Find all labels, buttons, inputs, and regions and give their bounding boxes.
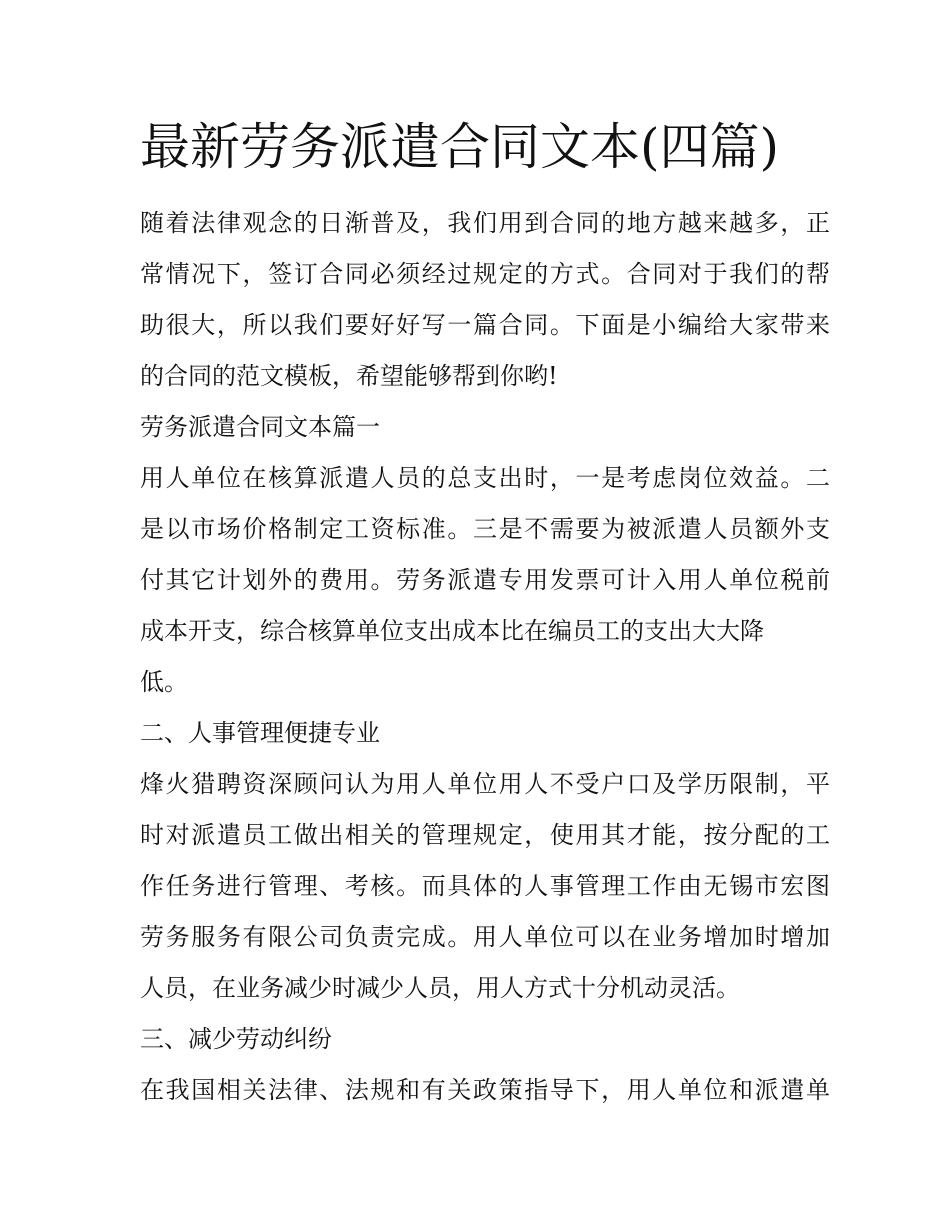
text-line: 劳务服务有限公司负责完成。用人单位可以在业务增加时增加 [140, 923, 830, 951]
text-line: 助很大，所以我们要好好写一篇合同。下面是小编给大家带来 [140, 311, 830, 339]
text-line: 的合同的范文模板，希望能够帮到你哟! [140, 362, 558, 390]
text-line: 成本开支，综合核算单位支出成本比在编员工的支出大大降 [140, 617, 764, 645]
text-line: 二、人事管理便捷专业 [140, 719, 380, 747]
text-line: 常情况下，签订合同必须经过规定的方式。合同对于我们的帮 [140, 260, 830, 288]
document-body [140, 198, 830, 1116]
text-line: 是以市场价格制定工资标准。三是不需要为被派遣人员额外支 [140, 515, 830, 543]
text-line: 劳务派遣合同文本篇一 [140, 413, 380, 441]
text-line: 三、减少劳动纠纷 [140, 1025, 332, 1053]
document-title: 最新劳务派遣合同文本(四篇) [140, 118, 780, 176]
text-line: 人员，在业务减少时减少人员，用人方式十分机动灵活。 [140, 974, 740, 1002]
text-line: 低。 [140, 668, 188, 696]
text-line: 时对派遣员工做出相关的管理规定，使用其才能，按分配的工 [140, 821, 830, 849]
text-line: 烽火猎聘资深顾问认为用人单位用人不受户口及学历限制，平 [140, 770, 830, 798]
text-line: 在我国相关法律、法规和有关政策指导下，用人单位和派遣单 [140, 1076, 830, 1104]
text-line: 付其它计划外的费用。劳务派遣专用发票可计入用人单位税前 [140, 566, 830, 594]
text-line: 随着法律观念的日渐普及，我们用到合同的地方越来越多，正 [140, 209, 830, 237]
text-line: 用人单位在核算派遣人员的总支出时，一是考虑岗位效益。二 [140, 464, 830, 492]
text-line: 作任务进行管理、考核。而具体的人事管理工作由无锡市宏图 [140, 872, 830, 900]
